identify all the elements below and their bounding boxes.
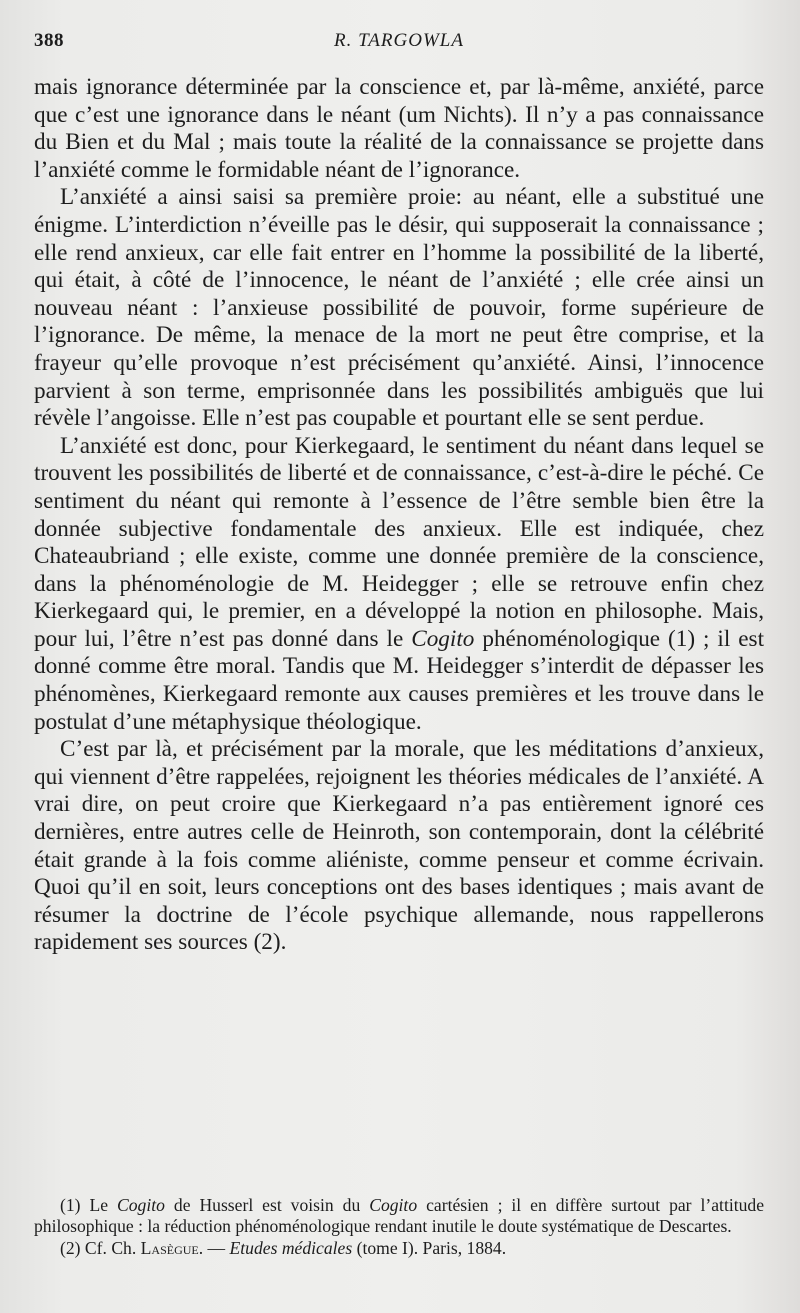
footnote-1-pre: Le — [89, 1195, 109, 1215]
footnote-2 — [34, 1238, 764, 1259]
paragraph-medical-theories: C’est par là, et précisément par la morale, que les méditations d’anxieux, qui viennent d’être rappelées, rejoignent les théories médicales de l’anxiété. A vrai dire, on peut croire que Kierkegaard n’a pas entièrement ignoré ces dernières, entre autres celle de Heinroth, son contemporain, dont la célébrité était grande à la fois comme aliéniste, comme penseur et comme écrivain. Quoi qu’il en soit, leurs conceptions ont des bases identiques ; mais avant de résumer la doctrine de l’école psychique allemande, nous rappellerons rapidement ses sources (2). — [34, 736, 764, 956]
footnote-1 — [34, 1195, 764, 1237]
footnote-1-post: cartésien ; il en diffère surtout par l’attitude philosophique : la réduction phénoménologique rendant inutile le doute systématique de Descartes. — [34, 1195, 765, 1236]
footnote-2-marker: (2) — [60, 1238, 81, 1258]
footnote-1-mid: de Husserl est voisin du — [173, 1195, 361, 1215]
paragraph-text-b: phénoménologique (1) ; il est donné comme être moral. Tandis que M. Heidegger s’interdit de dépasser les phénomènes, Kierkegaard remonte aux causes premières et les trouve dans le postulat d’une métaphysique théologique. — [34, 625, 765, 735]
page-header — [34, 30, 764, 58]
body-text — [34, 74, 764, 957]
footnote-1-cogito-2: Cogito — [369, 1195, 418, 1215]
footnote-2-dash: . — — [198, 1238, 226, 1258]
paragraph-text-a: L’anxiété est donc, pour Kierkegaard, le sentiment du néant dans lequel se trouvent les possibilités de liberté et de connaissance, c’est-à-dire le péché. Ce sentiment du néant qui remonte à l’essence de l’être semble bien être la donnée subjective fondamentale des anxieux. Elle est indiquée, chez Chateaubriand ; elle existe, comme une donnée première de la conscience, dans la phénoménologie de M. Heidegger ; elle se retrouve enfin chez Kierkegaard qui, le premier, en a développé la notion en philosophe. Mais, pour lui, l’être n’est pas donné dans le — [34, 432, 764, 652]
paragraph-continued: mais ignorance déterminée par la conscience et, par là-même, anxiété, parce que c’est une ignorance dans le néant (um Nichts). Il n’y a pas connaissance du Bien et du Mal ; mais toute la réalité de la connaissance se projette dans l’anxiété comme le formidable néant de l’ignorance. — [34, 74, 764, 183]
footnote-1-marker: (1) — [60, 1195, 81, 1215]
footnote-2-title: Etudes médicales — [229, 1238, 353, 1258]
footnote-2-pre: Cf. Ch. — [84, 1238, 137, 1258]
paragraph-kierkegaard-feeling — [34, 433, 764, 737]
footnotes — [34, 1195, 764, 1259]
running-head: R. TARGOWLA — [334, 30, 464, 51]
page-number: 388 — [34, 30, 64, 51]
footnote-2-post: (tome I). Paris, 1884. — [356, 1238, 507, 1258]
paragraph-anxiety-prey: L’anxiété a ainsi saisi sa première proie: au néant, elle a substitué une énigme. L’interdiction n’éveille pas le désir, qui supposerait la connaissance ; elle rend anxieux, car elle fait entrer en l’homme la possibilité de la liberté, qui était, à côté de l’innocence, le néant de l’anxiété ; elle crée ainsi un nouveau néant : l’anxieuse possibilité de pouvoir, forme supérieure de l’ignorance. De même, la menace de la mort ne peut être comprise, et la frayeur qu’elle provoque n’est précisément qu’anxiété. Ainsi, l’innocence parvient à son terme, emprisonnée dans les possibilités ambiguës que lui révèle l’angoisse. Elle n’est pas coupable et pourtant elle se sent perdue. — [34, 184, 764, 432]
footnote-1-cogito: Cogito — [117, 1195, 165, 1215]
footnote-2-author: Lasègue — [140, 1238, 199, 1258]
cogito-emphasis: Cogito — [411, 625, 475, 652]
